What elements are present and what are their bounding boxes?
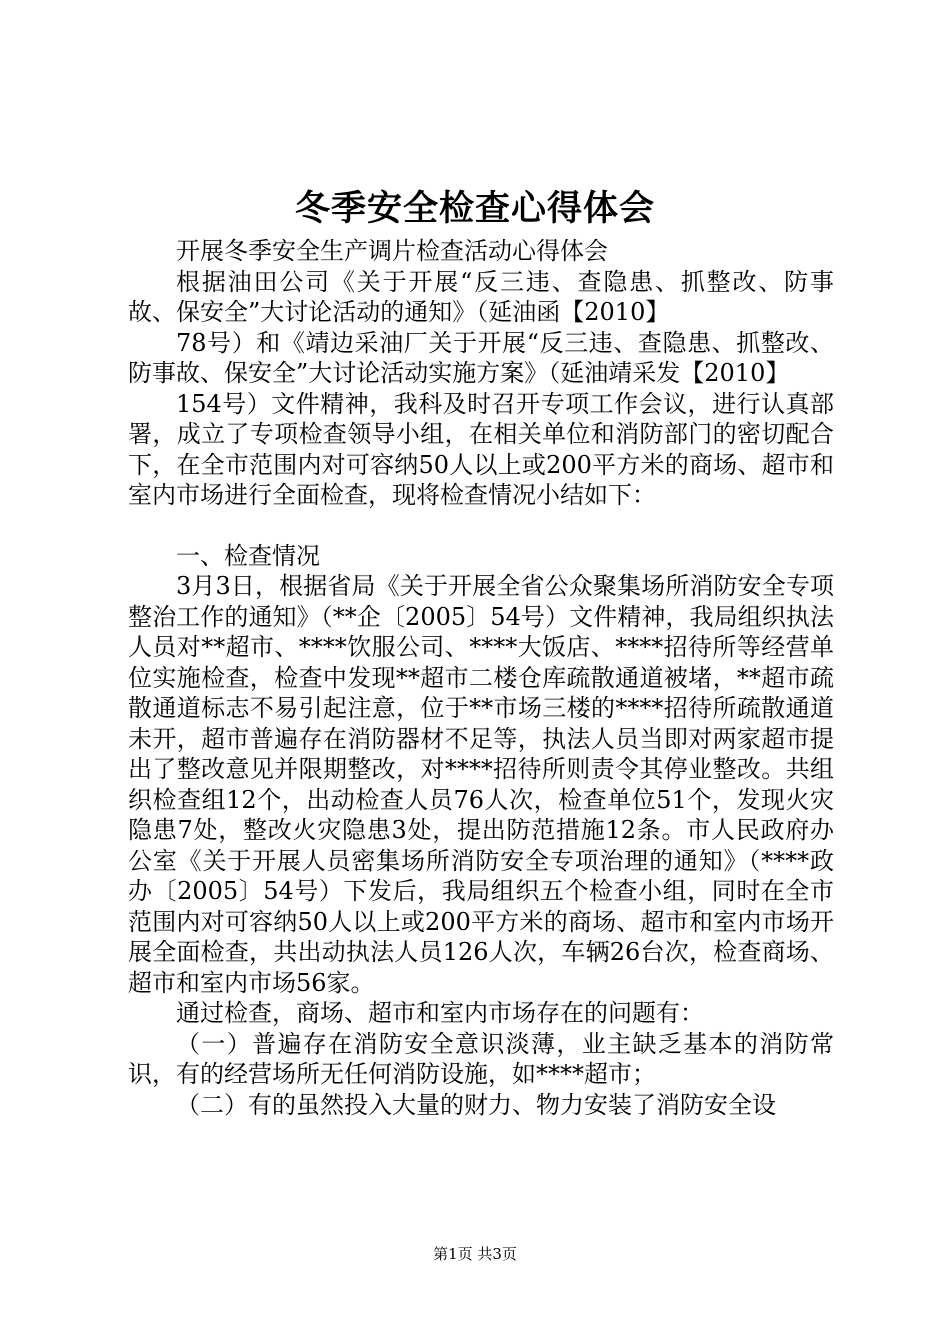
page-footer: 第1页 共3页: [433, 1245, 517, 1263]
paragraph: 3月3日，根据省局《关于开展全省公众聚集场所消防安全专项整治工作的通知》（**企〔2005〕54号）文件精神，我局组织执法人员对**超市、****饮服公司、****大饭店、****招待所等经营单位实施检查，检查中发现**超市二楼仓库疏散通道被堵，**超市疏散通道标志不易引起注意，位于**市场三楼的****招待所疏散通道未开，超市普遍存在消防器材不足等，执法人员当即对两家超市提出了整改意见并限期整改，对****招待所则责令其停业整改。共组织检查组12个，出动检查人员76人次，检查单位51个，发现火灾隐患7处，整改火灾隐患3处，提出防范措施12条。市人民政府办公室《关于开展人员密集场所消防安全专项治理的通知》（****政办〔2005〕54号）下发后，我局组织五个检查小组，同时在全市范围内对可容纳50人以上或200平方米的商场、超市和室内市场开展全面检查，共出动执法人员126人次，车辆26台次，检查商场、超市和室内市场56家。: [128, 572, 834, 997]
paragraph: 通过检查，商场、超市和室内市场存在的问题有：: [176, 999, 704, 1027]
paragraph: 154号）文件精神，我科及时召开专项工作会议，进行认真部署，成立了专项检查领导小组，在相关单位和消防部门的密切配合下，在全市范围内对可容纳50人以上或200平方米的商场、超市和室内市场进行全面检查，现将检查情况小结如下：: [128, 389, 834, 509]
paragraph: 78号）和《靖边采油厂关于开展“反三违、查隐患、抓整改、防事故、保安全”大讨论活动实施方案》（延油靖采发【2010】: [128, 328, 834, 387]
paragraph: 开展冬季安全生产调片检查活动心得体会: [176, 237, 608, 265]
document-body: [128, 236, 834, 1120]
section-heading: 一、检查情况: [176, 541, 320, 570]
paragraph: （一）普遍存在消防安全意识淡薄，业主缺乏基本的消防常识，有的经营场所无任何消防设施，如****超市；: [128, 1029, 834, 1088]
paragraph: （二）有的虽然投入大量的财力、物力安装了消防安全设: [176, 1090, 776, 1119]
paragraph: 根据油田公司《关于开展“反三违、查隐患、抓整改、防事故、保安全”大讨论活动的通知》（延油函【2010】: [128, 267, 834, 326]
document-title: 冬季安全检查心得体会: [294, 188, 655, 229]
